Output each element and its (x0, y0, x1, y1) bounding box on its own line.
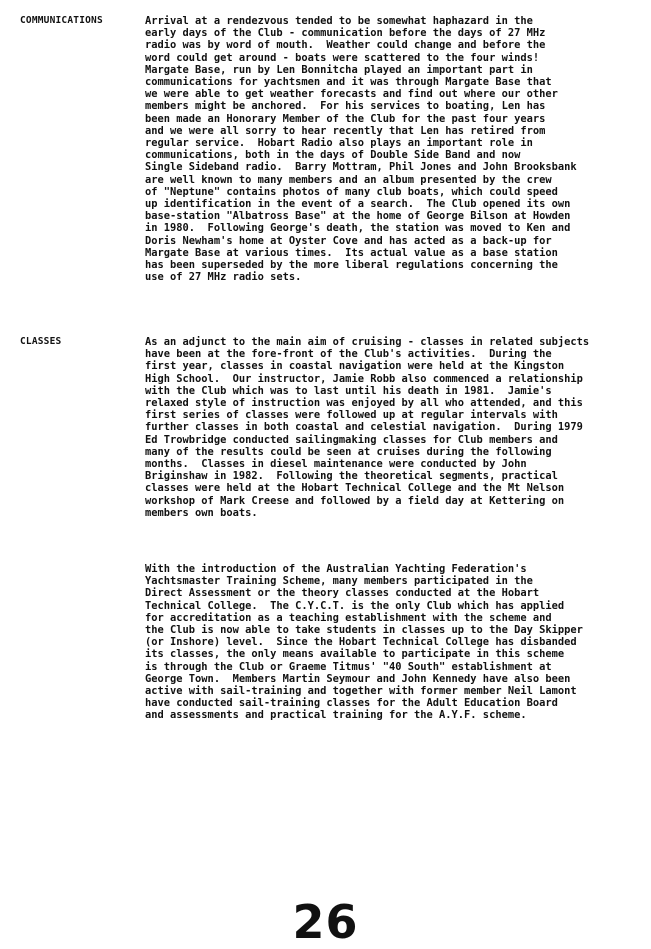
heading-classes: CLASSES (20, 336, 62, 347)
text-line: (or Inshore) level. Since the Hobart Technical College has disbanded (145, 636, 577, 649)
text-line: its classes, the only means available to participate in this scheme (145, 648, 565, 661)
text-line: have been at the fore-front of the Club's activities. During the (145, 348, 552, 361)
text-line: word could get around - boats were scattered to the four winds! (145, 51, 540, 64)
text-line: active with sail-training and together with former member Neil Lamont (145, 685, 577, 698)
text-line: High School. Our instructor, Jamie Robb also commenced a relationship (145, 372, 583, 385)
text-line: Briginshaw in 1982. Following the theoretical segments, practical (145, 470, 558, 483)
text-line: workshop of Mark Creese and followed by a field day at Kettering on (145, 494, 565, 507)
text-line: radio was by word of mouth. Weather could change and before the (145, 39, 546, 52)
text-line: With the introduction of the Australian Yachting Federation's (145, 563, 527, 575)
text-line: first year, classes in coastal navigation were held at the Kingston (145, 360, 565, 373)
text-line: base-station "Albatross Base" at the home of George Bilson at Howden (145, 210, 571, 223)
text-line: use of 27 MHz radio sets. (145, 271, 302, 284)
text-line: are well known to many members and an album presented by the crew (145, 173, 552, 186)
text-line: been made an Honorary Member of the Club for the past four years (145, 112, 546, 125)
text-line: months. Classes in diesel maintenance were conducted by John (145, 458, 527, 471)
text-line: and we were all sorry to hear recently that Len has retired from (145, 124, 546, 137)
text-line: up identification in the event of a search. The Club opened its own (145, 198, 571, 211)
text-line: Single Sideband radio. Barry Mottram, Phil Jones and John Brooksbank (145, 161, 577, 174)
classes-paragraph-2 (145, 563, 645, 722)
text-line: the Club is now able to take students in classes up to the Day Skipper (145, 624, 583, 637)
heading-communications: COMMUNICATIONS (20, 15, 103, 26)
text-line: Margate Base at various times. Its actual value as a base station (145, 246, 558, 259)
text-line: classes were held at the Hobart Technical College and the Mt Nelson (145, 482, 565, 495)
text-line: has been superseded by the more liberal regulations concerning the (145, 259, 558, 272)
text-line: is through the Club or Graeme Titmus' "40 South" establishment at (145, 660, 552, 673)
text-line: have conducted sail-training classes for the Adult Education Board (145, 697, 558, 710)
text-line: with the Club which was to last until his death in 1981. Jamie's (145, 384, 552, 397)
text-line: communications for yachtsmen and it was through Margate Base that (145, 76, 552, 89)
text-line: many of the results could be seen at cruises during the following (145, 445, 552, 458)
text-line: Margate Base, run by Len Bonnitcha played an important part in (145, 63, 533, 76)
text-line: of "Neptune" contains photos of many club boats, which could speed (145, 185, 558, 198)
text-line: further classes in both coastal and celestial navigation. During 1979 (145, 421, 583, 434)
communications-paragraph (145, 15, 645, 283)
text-line: for accreditation as a teaching establishment with the scheme and (145, 611, 552, 624)
text-line: George Town. Members Martin Seymour and John Kennedy have also been (145, 672, 571, 685)
text-line: regular service. Hobart Radio also plays an important role in (145, 137, 533, 150)
text-line: Doris Newham's home at Oyster Cove and has acted as a back-up for (145, 234, 552, 247)
text-line: in 1980. Following George's death, the station was moved to Ken and (145, 222, 571, 235)
text-line: Technical College. The C.Y.C.T. is the only Club which has applied (145, 599, 565, 612)
text-line: Ed Trowbridge conducted sailingmaking classes for Club members and (145, 433, 558, 446)
text-line: and assessments and practical training for the A.Y.F. scheme. (145, 709, 527, 722)
text-line: early days of the Club - communication before the days of 27 MHz (145, 27, 546, 40)
text-line: As an adjunct to the main aim of cruising - classes in related subjects (145, 336, 590, 348)
classes-paragraph-1 (145, 336, 645, 519)
text-line: Yachtsmaster Training Scheme, many members participated in the (145, 575, 533, 588)
text-line: Arrival at a rendezvous tended to be somewhat haphazard in the (145, 15, 533, 27)
text-line: first series of classes were followed up at regular intervals with (145, 409, 558, 422)
text-line: members own boats. (145, 506, 258, 519)
text-line: Direct Assessment or the theory classes conducted at the Hobart (145, 587, 540, 600)
text-line: communications, both in the days of Double Side Band and now (145, 149, 521, 162)
text-line: members might be anchored. For his services to boating, Len has (145, 100, 546, 113)
text-line: relaxed style of instruction was enjoyed by all who attended, and this (145, 397, 583, 410)
text-line: we were able to get weather forecasts and find out where our other (145, 88, 558, 101)
page-number: 26 (292, 895, 359, 949)
